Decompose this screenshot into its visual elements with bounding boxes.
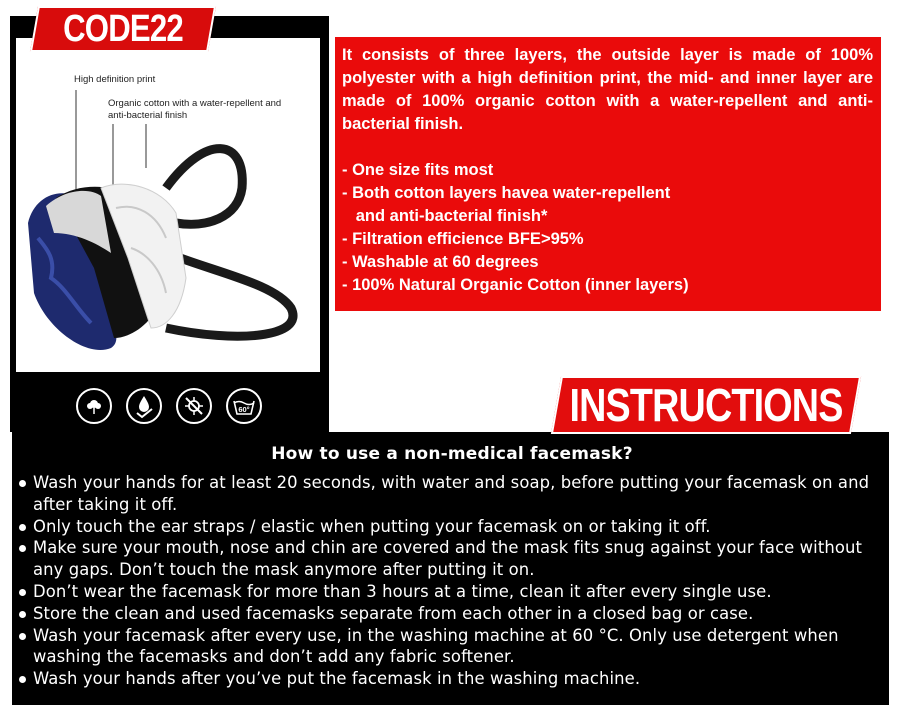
facemask-illustration bbox=[16, 38, 320, 372]
instructions-banner-title: INSTRUCTIONS bbox=[569, 379, 843, 431]
description-intro: It consists of three layers, the outside layer is made of 100% polyester with a high definition print, the mid- and inner layer are made of 100% organic cotton with a water-repellent and anti-bacterial finish. bbox=[342, 46, 873, 133]
instruction-item: Store the clean and used facemasks separate from each other in a closed bag or case. bbox=[18, 603, 886, 625]
brand-logo: CODE22 bbox=[63, 7, 183, 50]
instruction-item: Make sure your mouth, nose and chin are covered and the mask fits snug against your face without any gaps. Don’t touch the mask anymore after putting it on. bbox=[18, 537, 886, 581]
natural-organic-cotton-icon bbox=[76, 388, 112, 424]
instructions-heading: How to use a non-medical facemask? bbox=[271, 444, 633, 464]
facemask-photo bbox=[16, 38, 320, 372]
feature-icon-row bbox=[76, 386, 286, 426]
instruction-item: Only touch the ear straps / elastic when putting your facemask on or taking it off. bbox=[18, 516, 886, 538]
instructions-panel bbox=[12, 432, 889, 705]
feature-item: - 100% Natural Organic Cotton (inner layers) bbox=[342, 276, 689, 294]
feature-item: and anti-bacterial finish* bbox=[342, 207, 548, 225]
instruction-item: Wash your facemask after every use, in the washing machine at 60 °C. Only use detergent when washing the facemasks and don’t add any fabric softener. bbox=[18, 625, 886, 669]
feature-list bbox=[342, 159, 873, 297]
instruction-item: Wash your hands after you’ve put the facemask in the washing machine. bbox=[18, 668, 886, 690]
feature-item: - Washable at 60 degrees bbox=[342, 253, 539, 271]
wash-60-label: 60° bbox=[238, 405, 250, 414]
water-repellent-icon bbox=[126, 388, 162, 424]
wash-60-icon bbox=[226, 388, 262, 424]
callout-print: High definition print bbox=[74, 74, 156, 85]
callout-cotton: Organic cotton with a water-repellent and anti-bacterial finish bbox=[108, 98, 282, 121]
instruction-item: Don’t wear the facemask for more than 3 hours at a time, clean it after every single use. bbox=[18, 581, 886, 603]
feature-item: - Filtration efficience BFE>95% bbox=[342, 230, 584, 248]
instructions-list bbox=[18, 472, 886, 690]
feature-item: - Both cotton layers havea water-repellent bbox=[342, 184, 671, 202]
product-description bbox=[335, 37, 881, 311]
feature-item: - One size fits most bbox=[342, 161, 494, 179]
instruction-item: Wash your hands for at least 20 seconds, with water and soap, before putting your facemask on and after taking it off. bbox=[18, 472, 886, 516]
anti-bacterial-icon bbox=[176, 388, 212, 424]
product-image-panel bbox=[10, 16, 329, 432]
